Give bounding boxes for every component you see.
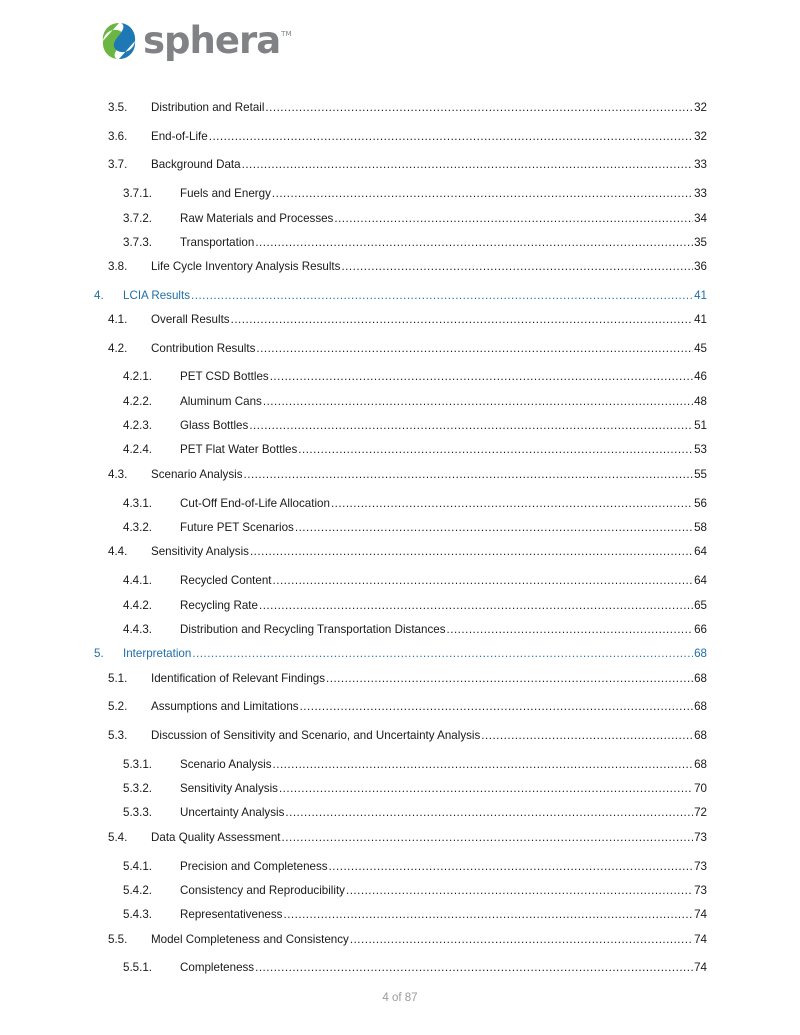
toc-entry-number: 5.1. [108, 672, 128, 685]
logo-trademark: TM [281, 30, 292, 38]
toc-entry[interactable] [123, 212, 707, 226]
toc-entry-number: 5.4. [108, 831, 128, 844]
toc-entry-page[interactable]: 33 [694, 158, 707, 171]
toc-entry-page[interactable]: 72 [694, 806, 707, 819]
toc-dot-leader [282, 831, 694, 845]
toc-entry-number: 4.2.1. [123, 370, 153, 383]
toc-entry-title[interactable]: Overall Results [151, 313, 230, 326]
toc-dot-leader [298, 443, 693, 457]
toc-entry-page[interactable]: 33 [694, 187, 707, 200]
toc-entry-title[interactable]: Consistency and Reproducibility [180, 884, 345, 897]
toc-entry-title[interactable]: Representativeness [180, 908, 283, 921]
toc-entry-page[interactable]: 73 [694, 831, 707, 844]
toc-entry-title[interactable]: Distribution and Recycling Transportation Distances [180, 623, 446, 636]
toc-entry-title[interactable]: Transportation [180, 236, 255, 249]
toc-entry-title[interactable]: Cut-Off End-of-Life Allocation [180, 497, 330, 510]
toc-entry[interactable] [123, 599, 707, 613]
toc-dot-leader [481, 729, 693, 743]
toc-entry-title[interactable]: Recycled Content [180, 574, 272, 587]
toc-entry-title[interactable]: LCIA Results [123, 289, 191, 302]
toc-entry-page[interactable]: 41 [694, 289, 707, 302]
toc-entry-number: 4.2.2. [123, 395, 153, 408]
toc-entry[interactable] [108, 260, 707, 274]
toc-entry-number: 4. [94, 289, 104, 302]
toc-entry[interactable] [108, 831, 707, 845]
toc-entry-number: 5.5. [108, 933, 128, 946]
toc-entry-title[interactable]: Aluminum Cans [180, 395, 262, 408]
toc-entry[interactable] [108, 729, 707, 743]
toc-dot-leader [346, 884, 693, 898]
toc-dot-leader [334, 212, 693, 226]
toc-entry[interactable] [108, 342, 707, 356]
toc-entry[interactable] [108, 130, 707, 144]
toc-entry-title[interactable]: Glass Bottles [180, 419, 249, 432]
toc-entry-page[interactable]: 36 [694, 260, 707, 273]
toc-entry-number: 3.7. [108, 158, 128, 171]
toc-entry[interactable] [123, 758, 707, 772]
toc-entry-title[interactable]: PET Flat Water Bottles [180, 443, 298, 456]
toc-entry-page[interactable]: 41 [694, 313, 707, 326]
toc-entry[interactable] [123, 860, 707, 874]
toc-entry-page[interactable]: 53 [694, 443, 707, 456]
toc-entry-number: 5.4.3. [123, 908, 153, 921]
toc-entry[interactable] [123, 419, 707, 433]
toc-entry-number: 3.6. [108, 130, 128, 143]
toc-dot-leader [273, 758, 694, 772]
toc-entry-title[interactable]: PET CSD Bottles [180, 370, 269, 383]
toc-entry-title[interactable]: Future PET Scenarios [180, 521, 294, 534]
toc-entry[interactable] [108, 933, 707, 947]
toc-entry-page[interactable]: 32 [694, 101, 707, 114]
toc-entry-title[interactable]: Raw Materials and Processes [180, 212, 334, 225]
toc-entry-title[interactable]: Completeness [180, 961, 255, 974]
toc-entry[interactable] [108, 158, 707, 172]
toc-entry-page[interactable]: 56 [694, 497, 707, 510]
toc-entry-page[interactable]: 73 [694, 884, 707, 897]
toc-entry-page[interactable]: 51 [694, 419, 707, 432]
toc-entry-number: 5.5.1. [123, 961, 153, 974]
toc-entry-number: 3.7.3. [123, 236, 153, 249]
toc-entry[interactable] [123, 574, 707, 588]
toc-entry-number: 5. [94, 647, 104, 660]
toc-entry[interactable] [108, 672, 707, 686]
toc-entry-number: 4.4.1. [123, 574, 153, 587]
toc-entry-page[interactable]: 32 [694, 130, 707, 143]
toc-entry[interactable] [108, 313, 707, 327]
toc-entry-page[interactable]: 64 [694, 574, 707, 587]
toc-entry-number: 4.3. [108, 468, 128, 481]
toc-entry-title[interactable]: Contribution Results [151, 342, 256, 355]
toc-entry[interactable] [108, 700, 707, 714]
toc-entry-page[interactable]: 68 [694, 672, 707, 685]
toc-entry-title[interactable]: Sensitivity Analysis [151, 545, 249, 558]
toc-entry-number: 3.7.2. [123, 212, 153, 225]
toc-entry-title[interactable]: Scenario Analysis [180, 758, 272, 771]
toc-entry[interactable] [108, 101, 707, 115]
toc-entry[interactable] [123, 623, 707, 637]
toc-entry-title[interactable]: End-of-Life [151, 130, 208, 143]
toc-entry[interactable] [123, 395, 707, 409]
toc-dot-leader [295, 521, 693, 535]
toc-dot-leader [191, 289, 693, 303]
toc-dot-leader [259, 599, 693, 613]
toc-entry[interactable] [123, 806, 707, 820]
toc-entry-number: 5.4.1. [123, 860, 153, 873]
toc-entry[interactable] [123, 521, 707, 535]
toc-entry-title[interactable]: Discussion of Sensitivity and Scenario, and Uncertainty Analysis [151, 729, 481, 742]
toc-entry-number: 4.2.3. [123, 419, 153, 432]
toc-dot-leader [341, 260, 693, 274]
toc-dot-leader [209, 130, 693, 144]
toc-entry-page[interactable]: 58 [694, 521, 707, 534]
page-number: 4 of 87 [382, 992, 418, 1004]
toc-dot-leader [263, 395, 693, 409]
toc-entry-number: 5.2. [108, 700, 128, 713]
toc-entry-title[interactable]: Assumptions and Limitations [151, 700, 299, 713]
toc-entry[interactable] [108, 468, 707, 482]
toc-entry-page[interactable]: 74 [694, 961, 707, 974]
toc-entry-page[interactable]: 35 [694, 236, 707, 249]
toc-dot-leader [265, 101, 693, 115]
toc-dot-leader [249, 419, 693, 433]
toc-entry-number: 4.2. [108, 342, 128, 355]
toc-dot-leader [331, 497, 693, 511]
toc-entry-page[interactable]: 68 [694, 647, 707, 660]
toc-entry-title[interactable]: Sensitivity Analysis [180, 782, 278, 795]
toc-entry[interactable] [123, 187, 707, 201]
toc-entry[interactable] [123, 497, 707, 511]
toc-entry-page[interactable]: 48 [694, 395, 707, 408]
toc-entry-number: 5.3.2. [123, 782, 153, 795]
toc-dot-leader [270, 370, 693, 384]
toc-entry-number: 3.7.1. [123, 187, 153, 200]
toc-dot-leader [192, 647, 693, 661]
toc-entry-page[interactable]: 34 [694, 212, 707, 225]
logo-wordmark: sphera [143, 19, 281, 62]
toc-entry-page[interactable]: 55 [694, 468, 707, 481]
toc-entry-number: 4.4.3. [123, 623, 153, 636]
toc-entry-page[interactable]: 68 [694, 758, 707, 771]
toc-entry-number: 4.3.1. [123, 497, 153, 510]
toc-entry-number: 4.4. [108, 545, 128, 558]
toc-entry[interactable] [94, 289, 707, 303]
toc-entry[interactable] [94, 647, 707, 661]
toc-entry-title[interactable]: Data Quality Assessment [151, 831, 281, 844]
toc-entry[interactable] [123, 370, 707, 384]
toc-entry-number: 5.3.3. [123, 806, 153, 819]
toc-entry[interactable] [123, 782, 707, 796]
toc-entry-page[interactable]: 68 [694, 729, 707, 742]
toc-dot-leader [300, 700, 694, 714]
toc-entry-title[interactable]: Background Data [151, 158, 241, 171]
toc-entry-title[interactable]: Precision and Completeness [180, 860, 328, 873]
toc-dot-leader [244, 468, 694, 482]
toc-entry-number: 5.3. [108, 729, 128, 742]
toc-dot-leader [272, 187, 693, 201]
toc-entry-number: 5.3.1. [123, 758, 153, 771]
toc-dot-leader [326, 672, 693, 686]
toc-dot-leader [242, 158, 694, 172]
toc-entry-page[interactable]: 64 [694, 545, 707, 558]
toc-entry-page[interactable]: 45 [694, 342, 707, 355]
toc-entry-title[interactable]: Model Completeness and Consistency [151, 933, 349, 946]
toc-entry-number: 3.8. [108, 260, 128, 273]
toc-dot-leader [350, 933, 693, 947]
toc-dot-leader [283, 908, 693, 922]
toc-entry[interactable] [123, 884, 707, 898]
toc-entry[interactable] [123, 236, 707, 250]
toc-entry-page[interactable]: 66 [694, 623, 707, 636]
toc-entry-page[interactable]: 70 [694, 782, 707, 795]
toc-entry[interactable] [123, 908, 707, 922]
toc-dot-leader [279, 782, 693, 796]
toc-dot-leader [255, 236, 693, 250]
toc-entry-title[interactable]: Uncertainty Analysis [180, 806, 285, 819]
toc-dot-leader [255, 961, 693, 975]
toc-dot-leader [285, 806, 693, 820]
toc-entry-title[interactable]: Scenario Analysis [151, 468, 243, 481]
toc-entry-number: 4.4.2. [123, 599, 153, 612]
toc-entry-number: 4.2.4. [123, 443, 153, 456]
toc-entry-number: 4.1. [108, 313, 128, 326]
toc-entry-number: 3.5. [108, 101, 128, 114]
toc-entry-page[interactable]: 74 [694, 908, 707, 921]
toc-dot-leader [273, 574, 694, 588]
toc-dot-leader [250, 545, 693, 559]
toc-entry[interactable] [123, 443, 707, 457]
toc-entry-page[interactable]: 65 [694, 599, 707, 612]
toc-entry-title[interactable]: Interpretation [123, 647, 192, 660]
toc-dot-leader [447, 623, 694, 637]
toc-dot-leader [329, 860, 694, 874]
toc-entry-number: 5.4.2. [123, 884, 153, 897]
toc-entry-title[interactable]: Identification of Relevant Findings [151, 672, 326, 685]
toc-dot-leader [256, 342, 693, 356]
toc-entry-page[interactable]: 46 [694, 370, 707, 383]
toc-entry-title[interactable]: Life Cycle Inventory Analysis Results [151, 260, 341, 273]
toc-entry-page[interactable]: 68 [694, 700, 707, 713]
toc-entry-title[interactable]: Fuels and Energy [180, 187, 271, 200]
toc-entry-page[interactable]: 73 [694, 860, 707, 873]
toc-dot-leader [231, 313, 693, 327]
toc-entry-title[interactable]: Recycling Rate [180, 599, 258, 612]
toc-entry-number: 4.3.2. [123, 521, 153, 534]
toc-entry-title[interactable]: Distribution and Retail [151, 101, 265, 114]
toc-entry[interactable] [123, 961, 707, 975]
toc-entry[interactable] [108, 545, 707, 559]
toc-entry-page[interactable]: 74 [694, 933, 707, 946]
